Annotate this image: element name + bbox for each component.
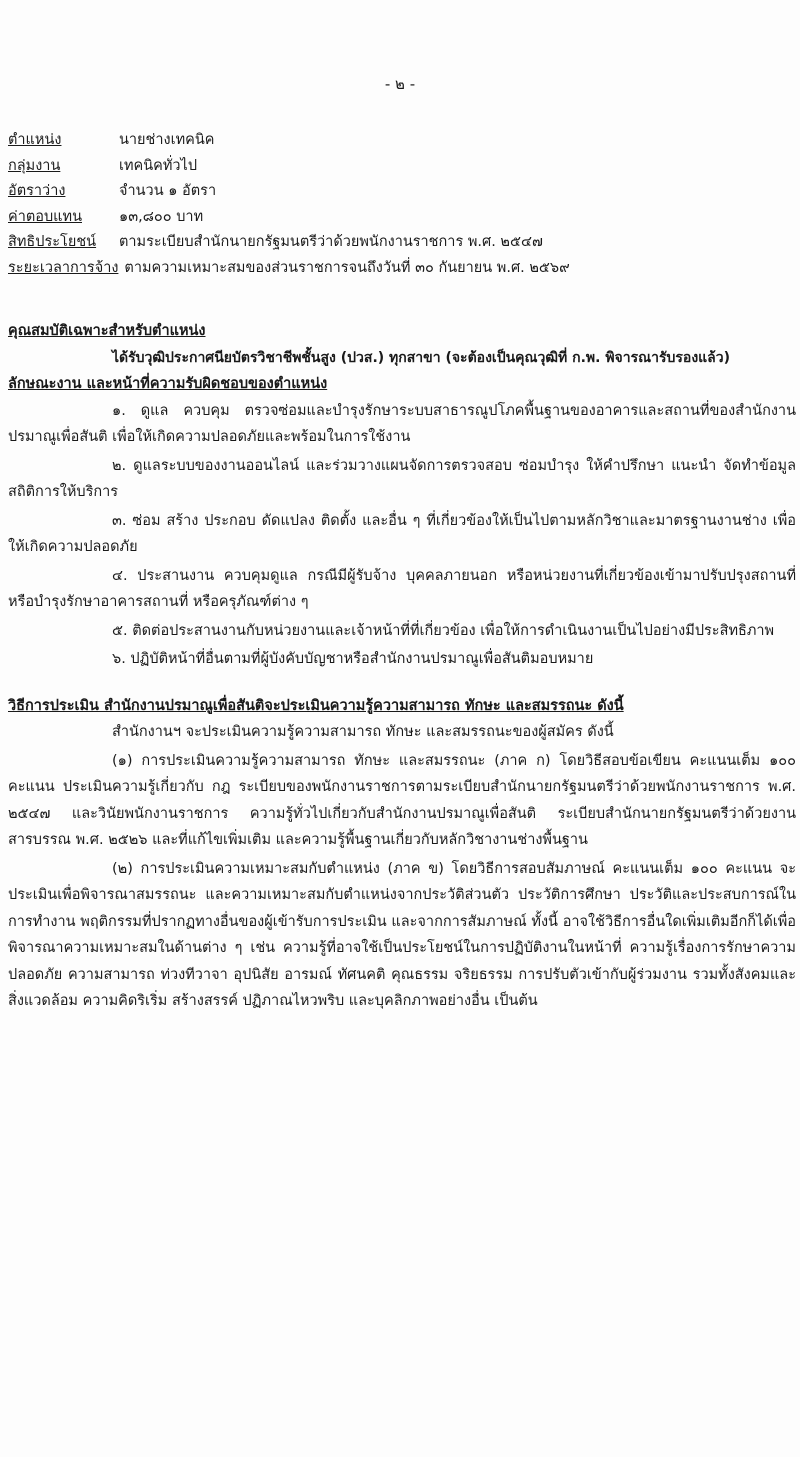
info-value: ตามความเหมาะสมของส่วนราชการจนถึงวันที่ ๓๐ กันยายน พ.ศ. ๒๕๖๙ — [124, 259, 570, 276]
duty-item: ๓. ซ่อม สร้าง ประกอบ ดัดแปลง ติดตั้ง และอื่น ๆ ที่เกี่ยวข้องให้เป็นไปตามหลักวิชาและมาตรฐานงานช่าง เพื่อให้เกิดความปลอดภัย — [8, 512, 796, 555]
info-label: อัตราว่าง — [8, 183, 66, 199]
info-value: เทคนิคทั่วไป — [119, 157, 198, 174]
evaluation-intro: สำนักงานฯ จะประเมินความรู้ความสามารถ ทักษะ และสมรรถนะของผู้สมัคร ดังนี้ — [112, 724, 614, 740]
duty-item: ๑. ดูแล ควบคุม ตรวจซ่อมและบำรุงรักษาระบบสาธารณูปโภคพื้นฐานของอาคารและสถานที่ของสำนักงานปรมาณูเพื่อสันติ เพื่อให้เกิดความปลอดภัยและพร้อมในการใช้งาน — [8, 402, 796, 445]
info-label: กลุ่มงาน — [8, 157, 61, 174]
evaluation-heading: วิธีการประเมิน สำนักงานปรมาณูเพื่อสันติจะประเมินความรู้ความสามารถ ทักษะ และสมรรถนะ ดังนี้ — [8, 697, 624, 714]
evaluation-part-b: (๒) การประเมินความเหมาะสมกับตำแหน่ง (ภาค ข) โดยวิธีการสอบสัมภาษณ์ คะแนนเต็ม ๑๐๐ คะแนน จะประเมินเพื่อพิจารณาสมรรถนะ และความเหมาะสมกับตำแหน่งจากประวัติส่วนตัว ประวัติการศึกษา ประวัติและประสบการณ์ในการทำงาน พฤติกรรมที่ปรากฏทางอื่นของผู้เข้ารับการประเมิน และจากการสัมภาษณ์ ทั้งนี้ อาจใช้วิธีการอื่นใดเพิ่มเติมอีกก็ได้เพื่อพิจารณาความเหมาะสมในด้านต่าง ๆ เช่น ความรู้ที่อาจใช้เป็นประโยชน์ในการปฏิบัติงานในหน้าที่ ความรู้เรื่องการรักษาความปลอดภัย ความสามารถ ท่วงทีวาจา อุปนิสัย อารมณ์ ทัศนคติ คุณธรรม จริยธรรม การปรับตัวเข้ากับผู้ร่วมงาน รวมทั้งสังคมและสิ่งแวดล้อม ความคิดริเริ่ม สร้างสรรค์ ปฏิภาณไหวพริบ และบุคลิกภาพอย่างอื่น เป็นต้น — [8, 860, 796, 1009]
info-value: ๑๓,๘๐๐ บาท — [119, 208, 204, 225]
duty-item: ๖. ปฏิบัติหน้าที่อื่นตามที่ผู้บังคับบัญชาหรือสำนักงานปรมาณูเพื่อสันติมอบหมาย — [112, 651, 594, 667]
duty-item: ๒. ดูแลระบบของงานออนไลน์ และร่วมวางแผนจัดการตรวจสอบ ซ่อมบำรุง ให้คำปรึกษา แนะนำ จัดทำข้อมูลสถิติการให้บริการ — [8, 457, 796, 500]
info-label: ค่าตอบแทน — [8, 208, 82, 225]
evaluation-part-a: (๑) การประเมินความรู้ความสามารถ ทักษะ และสมรรถนะ (ภาค ก) โดยวิธีสอบข้อเขียน คะแนนเต็ม ๑๐๐ คะแนน ประเมินความรู้เกี่ยวกับ กฎ ระเบียบของพนักงานราชการตามระเบียบสำนักนายกรัฐมนตรีว่าด้วยพนักงานราชการ พ.ศ. ๒๕๔๗ และวินัยพนักงานราชการ ความรู้ทั่วไปเกี่ยวกับสำนักงานปรมาณูเพื่อสันติ ระเบียบสำนักนายกรัฐมนตรีว่าด้วยงานสารบรรณ พ.ศ. ๒๕๒๖ และที่แก้ไขเพิ่มเติม และความรู้พื้นฐานเกี่ยวกับหลักวิชางานช่างพื้นฐาน — [8, 752, 796, 848]
page-number: - ๒ - — [384, 75, 416, 93]
info-label: ระยะเวลาการจ้าง — [8, 259, 119, 276]
info-value: ตามระเบียบสำนักนายกรัฐมนตรีว่าด้วยพนักงานราชการ พ.ศ. ๒๕๔๗ — [119, 234, 543, 250]
info-row-benefits — [8, 230, 798, 256]
info-value: จำนวน ๑ อัตรา — [119, 183, 217, 199]
info-row-employment-period — [8, 256, 798, 282]
info-label: สิทธิประโยชน์ — [8, 234, 97, 250]
info-row-position — [8, 128, 798, 154]
info-row-compensation — [8, 205, 798, 231]
duty-item: ๔. ประสานงาน ควบคุมดูแล กรณีมีผู้รับจ้าง บุคคลภายนอก หรือหน่วยงานที่เกี่ยวข้องเข้ามาปรับปรุงสถานที่ หรือบำรุงรักษาอาคารสถานที่ หรือครุภัณฑ์ต่าง ๆ — [8, 567, 796, 610]
document-body — [8, 318, 796, 1017]
info-row-work-group — [8, 154, 798, 180]
info-row-vacancies — [8, 179, 798, 205]
info-value: นายช่างเทคนิค — [119, 132, 215, 148]
position-info-table — [8, 128, 798, 281]
section-spacer — [8, 675, 796, 693]
info-label: ตำแหน่ง — [8, 132, 62, 148]
duty-item: ๕. ติดต่อประสานงานกับหน่วยงานและเจ้าหน้าที่ที่เกี่ยวข้อง เพื่อให้การดำเนินงานเป็นไปอย่างมีประสิทธิภาพ — [112, 622, 775, 639]
qualifications-text: ได้รับวุฒิประกาศนียบัตรวิชาชีพชั้นสูง (ปวส.) ทุกสาขา (จะต้องเป็นคุณวุฒิที่ ก.พ. พิจารณารับรองแล้ว) — [112, 349, 731, 366]
qualifications-heading: คุณสมบัติเฉพาะสำหรับตำแหน่ง — [8, 323, 206, 339]
duties-heading: ลักษณะงาน และหน้าที่ความรับผิดชอบของตำแหน่ง — [8, 376, 328, 392]
